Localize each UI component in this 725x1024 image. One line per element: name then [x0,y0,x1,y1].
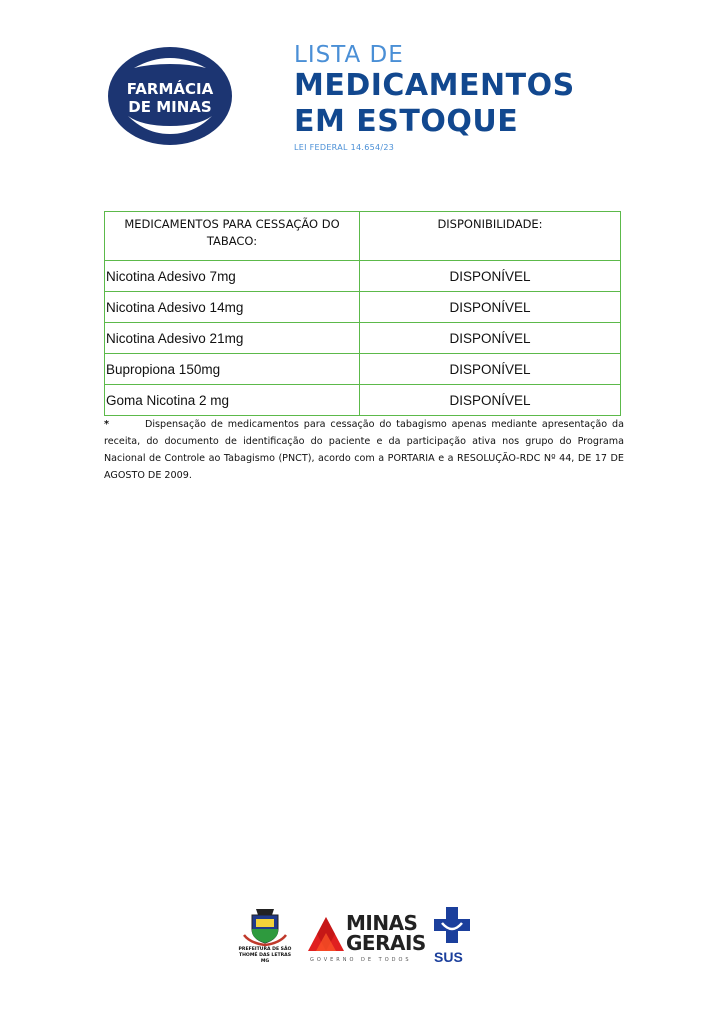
logo-text-line2: DE MINAS [128,98,212,116]
title-line-1: LISTA DE [294,42,404,68]
logo-text-line1: FARMÁCIA [126,80,214,98]
table-row [105,261,621,292]
footnote-text: Dispensação de medicamentos para cessação do tabagismo apenas mediante apresentação da receita, do documento de identificação do paciente e da participação ativa nos grupo do Programa Nacional de Controle ao Tabagismo (PNCT), acordo com a PORTARIA e a RESOLUÇÃO-RDC Nº 44, DE 17 DE AGOSTO DE 2009. [104,419,624,481]
header-title [294,42,624,152]
prefeitura-label [236,947,294,965]
column-header-availability: DISPONIBILIDADE: [360,212,621,261]
medication-name: Nicotina Adesivo 21mg [105,323,360,354]
governo-de-todos: GOVERNO DE TODOS [310,957,412,963]
availability-status: DISPONÍVEL [360,354,621,385]
law-reference: LEI FEDERAL 14.654/23 [294,143,395,152]
table-row [105,354,621,385]
minas-gerais-logo [306,911,426,969]
availability-status: DISPONÍVEL [360,323,621,354]
prefeitura-logo [236,905,294,967]
column-header-medication-line1: MEDICAMENTOS PARA CESSAÇÃO DO [124,217,340,231]
prefeitura-label-line2: THOMÉ DAS LETRAS MG [238,953,292,964]
table-header-row [105,212,621,261]
footnote-mark: * [104,419,110,430]
table-row [105,385,621,416]
medication-name: Bupropiona 150mg [105,354,360,385]
footer-logos [236,905,481,969]
gerais-word: GERAIS [346,931,426,955]
medication-name: Nicotina Adesivo 7mg [105,261,360,292]
minas-gerais-triangle-icon [306,911,346,955]
sus-label: SUS [434,949,463,965]
column-header-medication-line2: TABACO: [206,234,258,248]
sus-cross-icon [432,905,472,947]
minas-word: MINAS [346,911,418,935]
medication-name: Goma Nicotina 2 mg [105,385,360,416]
sus-logo [432,905,474,967]
availability-status: DISPONÍVEL [360,292,621,323]
column-header-medication [105,212,360,261]
availability-status: DISPONÍVEL [360,261,621,292]
table-row [105,323,621,354]
availability-status: DISPONÍVEL [360,385,621,416]
farmacia-de-minas-logo [106,46,234,146]
table-row [105,292,621,323]
prefeitura-crest-icon [236,905,294,947]
prefeitura-label-line1: PREFEITURA DE SÃO [238,947,292,952]
medication-name: Nicotina Adesivo 14mg [105,292,360,323]
title-line-3: EM ESTOQUE [294,104,519,139]
title-line-2: MEDICAMENTOS [294,68,575,103]
footnote [104,416,624,484]
medication-table [104,211,621,416]
